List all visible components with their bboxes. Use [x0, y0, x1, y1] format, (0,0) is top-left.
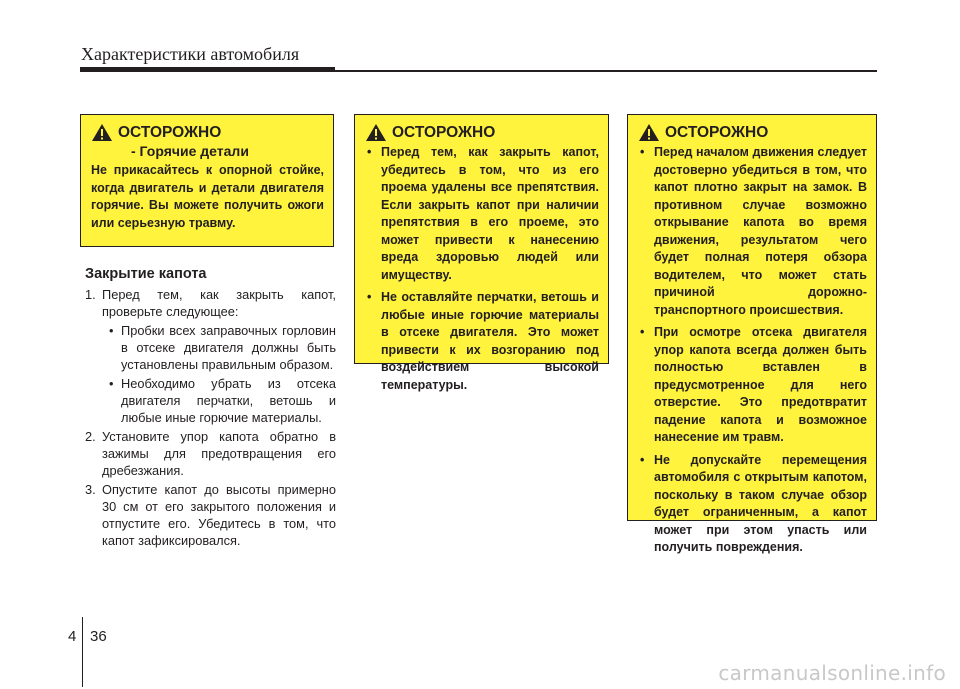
warning-triangle-icon — [365, 123, 387, 142]
warning-title-row — [365, 123, 599, 142]
step-number: 3. — [85, 482, 96, 497]
warning-text: Не прикасайтесь к опорной стойке, когда двигатель и детали двигателя горячие. Вы можете получить ожоги или серьезную травму. — [91, 163, 324, 230]
warning-title-row — [91, 123, 324, 142]
step-text: Установите упор капота обратно в зажимы для предотвращения его дребезжания. — [102, 429, 336, 478]
section-heading: Закрытие капота — [85, 266, 207, 282]
warning-list-item — [365, 289, 599, 394]
steps-list — [85, 286, 336, 551]
warning-title: ОСТОРОЖНО — [392, 123, 496, 141]
warning-box-obstacles — [354, 114, 609, 392]
page-number: 36 — [90, 628, 107, 645]
step-sub-text: Пробки всех заправочных горловин в отсеке двигателя должны быть установлены правильным образом. — [121, 323, 336, 372]
warning-subtitle: - Горячие детали — [131, 143, 249, 159]
warning-item-text: Не оставляйте перчатки, ветошь и любые иные горючие материалы в отсеке двигателя. Это может привести к их возгоранию под воздействием высокой температуры. — [381, 290, 599, 392]
warning-title: ОСТОРОЖНО — [665, 123, 769, 141]
step-item — [85, 286, 336, 426]
warning-title-row — [638, 123, 867, 142]
watermark: carmanualsonline.info — [718, 661, 946, 685]
bullet-icon: • — [640, 325, 645, 339]
bullet-icon: • — [640, 452, 645, 467]
warning-box-hot-parts — [80, 114, 334, 247]
bullet-icon: • — [109, 376, 114, 391]
bullet-icon: • — [367, 290, 372, 304]
warning-list-item — [638, 144, 867, 319]
warning-list-item — [365, 144, 599, 284]
warning-list — [365, 144, 599, 394]
warning-triangle-icon — [91, 123, 113, 142]
page-header-title: Характеристики автомобиля — [81, 44, 300, 64]
step-text: Перед тем, как закрыть капот, проверьте следующее: — [102, 287, 336, 319]
step-text: Опустите капот до высоты примерно 30 см от его закрытого положения и отпустите его. Убедитесь в том, что капот зафиксировался. — [102, 482, 336, 548]
bullet-icon: • — [367, 145, 372, 159]
warning-item-text: Не допускайте перемещения автомобиля с открытым капотом, поскольку в таком случае обзор будет ограниченным, а капот может при этом упасть или получить повреждения. — [654, 452, 867, 554]
warning-item-text: При осмотре отсека двигателя упор капота всегда должен быть полностью вставлен в предусмотренное для него отверстие. Это предотвратит падение капота и возможное нанесение им травм. — [654, 325, 867, 444]
step-number: 2. — [85, 429, 96, 444]
warning-list — [638, 144, 867, 557]
step-sub-item — [105, 322, 336, 373]
warning-list-item — [638, 324, 867, 447]
step-sub-item — [105, 375, 336, 426]
warning-item-text: Перед тем, как закрыть капот, убедитесь в том, что из его проема удалены все препятствия. Если закрыть капот при наличии препятствия в его проеме, это может привести к нанесению вреда здоровью людей или имуществу. — [381, 145, 599, 282]
warning-item-text: Перед началом движения следует достоверно убедиться в том, что капот плотно закрыт на замок. В противном случае возможно открывание капота во время движения, результатом чего будет полная потеря обзора водителем, что может стать причиной дорожно-транспортного происшествия. — [654, 145, 867, 317]
footer-divider — [82, 617, 83, 687]
step-item — [85, 481, 336, 549]
warning-triangle-icon — [638, 123, 660, 142]
step-number: 1. — [85, 287, 96, 302]
warning-list-item — [638, 452, 867, 557]
step-item — [85, 428, 336, 479]
bullet-icon: • — [640, 145, 645, 159]
step-sub-text: Необходимо убрать из отсека двигателя перчатки, ветошь и любые иные горючие материалы. — [121, 376, 336, 425]
warning-title: ОСТОРОЖНО — [118, 123, 222, 141]
header-rule — [80, 70, 877, 72]
chapter-number: 4 — [68, 628, 77, 645]
warning-box-before-driving — [627, 114, 877, 554]
bullet-icon: • — [109, 323, 114, 338]
